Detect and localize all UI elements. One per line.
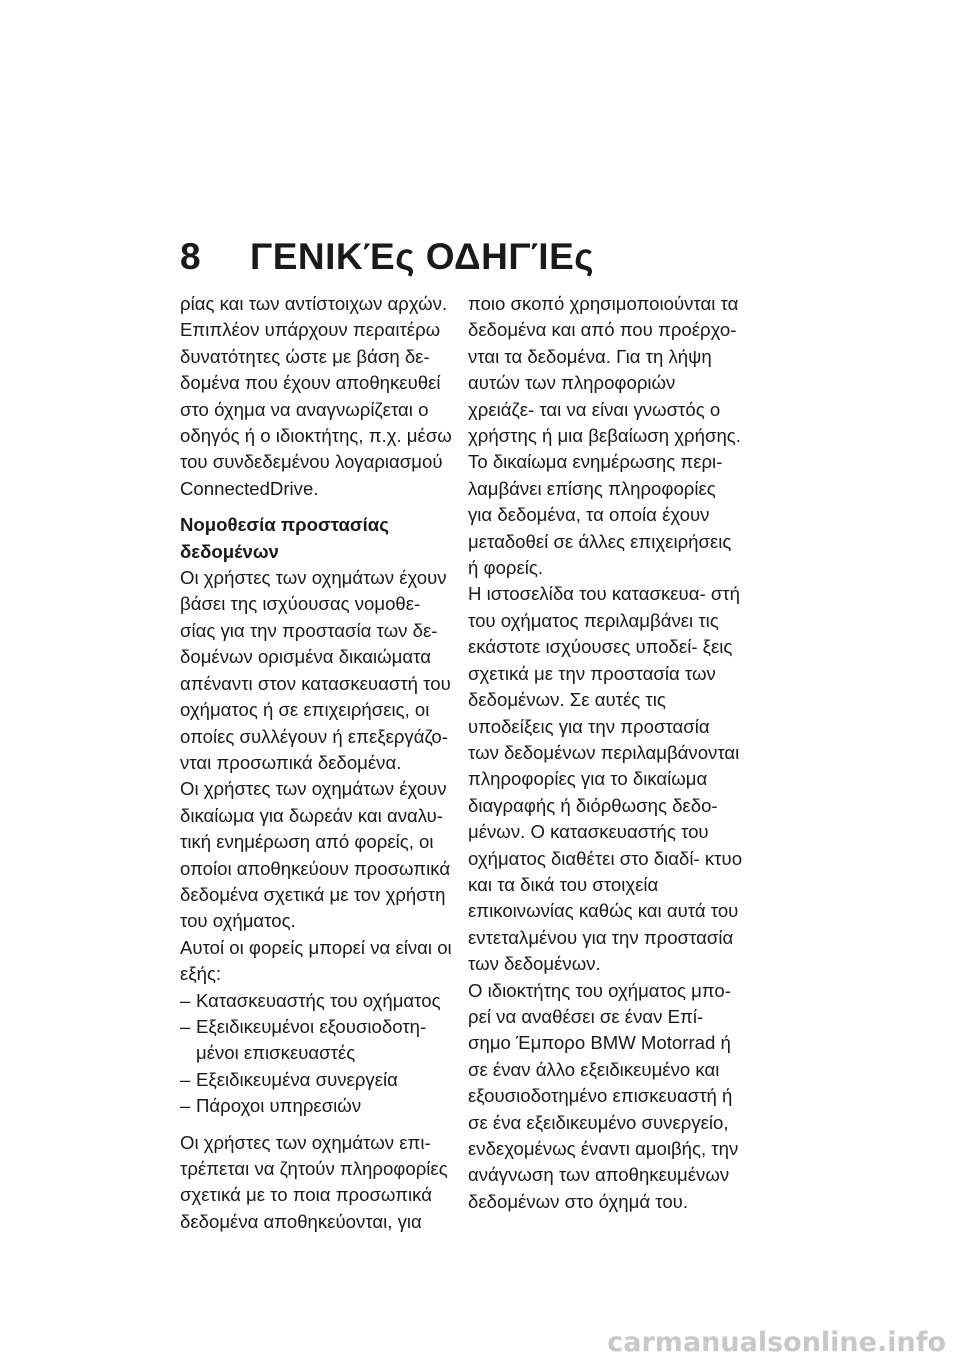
paragraph: ποιο σκοπό χρησιμοποιούνται τα δεδομένα και από που προέρχο- νται τα δεδομένα. Για τη λήψη αυτών των πληροφοριών χρειάζε- ται να είναι γνωστός ο χρήστης ή μια βεβαίωση χρήσης. xyxy=(468,293,741,447)
section-heading: Νομοθεσία προστασίας δεδομένων xyxy=(180,514,389,562)
paragraph: Οι χρήστες των οχημάτων έχουν βάσει της ισχύουσας νομοθε- σίας για την προστασία των δε- δομένων ορισμένα δικαιώματα απέναντι στον κατασκευαστή του οχήματος ή σε επιχειρήσεις, οι οποίες συλλέγουν ή επεξεργάζο- νται προσωπικά δεδομένα. xyxy=(180,567,451,773)
paragraph: Οι χρήστες των οχημάτων έχουν δικαίωμα για δωρεάν και αναλυ- τική ενημέρωση από φορείς, οι οποίοι αποθηκεύουν προσωπικά δεδομένα σχετικά με τον χρήστη του οχήματος. xyxy=(180,778,451,932)
paragraph: Αυτοί οι φορείς μπορεί να είναι οι εξής: xyxy=(180,936,452,985)
paragraph: Ο ιδιοκτήτης του οχήματος μπο- ρεί να αναθέσει σε έναν Επί- σημο Έμπορο BMW Motorrad ή σε έναν άλλο εξειδικευμένο και εξουσιοδοτημένο επισκευαστή ή σε ένα εξειδικευμένο συνεργείο, ενδεχομένως έναντι αμοιβής, την ανάγνωση των αποθηκευμένων δεδομένων στο όχημά του. xyxy=(468,979,739,1212)
chapter-title: ΓΕΝΙΚΈς ΟΔΗΓΊΕς xyxy=(250,236,595,277)
left-column xyxy=(180,291,455,1235)
list-item: – Κατασκευαστής του οχήματος xyxy=(180,988,455,1014)
chapter-number: 8 xyxy=(180,236,202,277)
watermark: carmanualsonline.info xyxy=(607,1327,946,1358)
list-item: – Εξειδικευμένοι εξουσιοδοτη- μένοι επισκευαστές xyxy=(180,1014,455,1067)
right-column xyxy=(468,291,743,1215)
list-item: – Εξειδικευμένα συνεργεία xyxy=(180,1067,455,1093)
intro-paragraph: ρίας και των αντίστοιχων αρχών. Επιπλέον υπάρχουν περαιτέρω δυνατότητες ώστε με βάση δε- δομένα που έχουν αποθηκευθεί στο όχημα να αναγνωρίζεται ο οδηγός ή ο ιδιοκτήτης, π.χ. μέσω του συνδεδεμένου λογαριασμού ConnectedDrive. xyxy=(180,293,452,499)
paragraph: Το δικαίωμα ενημέρωσης περι- λαμβάνει επίσης πληροφορίες για δεδομένα, τα οποία έχουν μεταδοθεί σε άλλες επιχειρήσεις ή φορείς. xyxy=(468,451,732,579)
paragraph: Η ιστοσελίδα του κατασκευα- στή του οχήματος περιλαμβάνει τις εκάστοτε ισχύουσες υποδεί- ξεις σχετικά με την προστασία των δεδομένων. Σε αυτές τις υποδείξεις για την προστασία των δεδομένων περιλαμβάνονται πληροφορίες για το δικαίωμα διαγραφής ή διόρθωσης δεδο- μένων. Ο κατασκευαστής του οχήματος διαθέτει στο διαδί- κτυο και τα δικά του στοιχεία επικοινωνίας καθώς και αυτά του εντεταλμένου για την προστασία των δεδομένων. xyxy=(468,583,743,975)
paragraph: Οι χρήστες των οχημάτων επι- τρέπεται να ζητούν πληροφορίες σχετικά με το ποια προσωπικά δεδομένα αποθηκεύονται, για xyxy=(180,1131,448,1232)
list-item: – Πάροχοι υπηρεσιών xyxy=(180,1093,455,1119)
chapter-heading xyxy=(180,236,594,278)
entity-list xyxy=(180,988,455,1120)
